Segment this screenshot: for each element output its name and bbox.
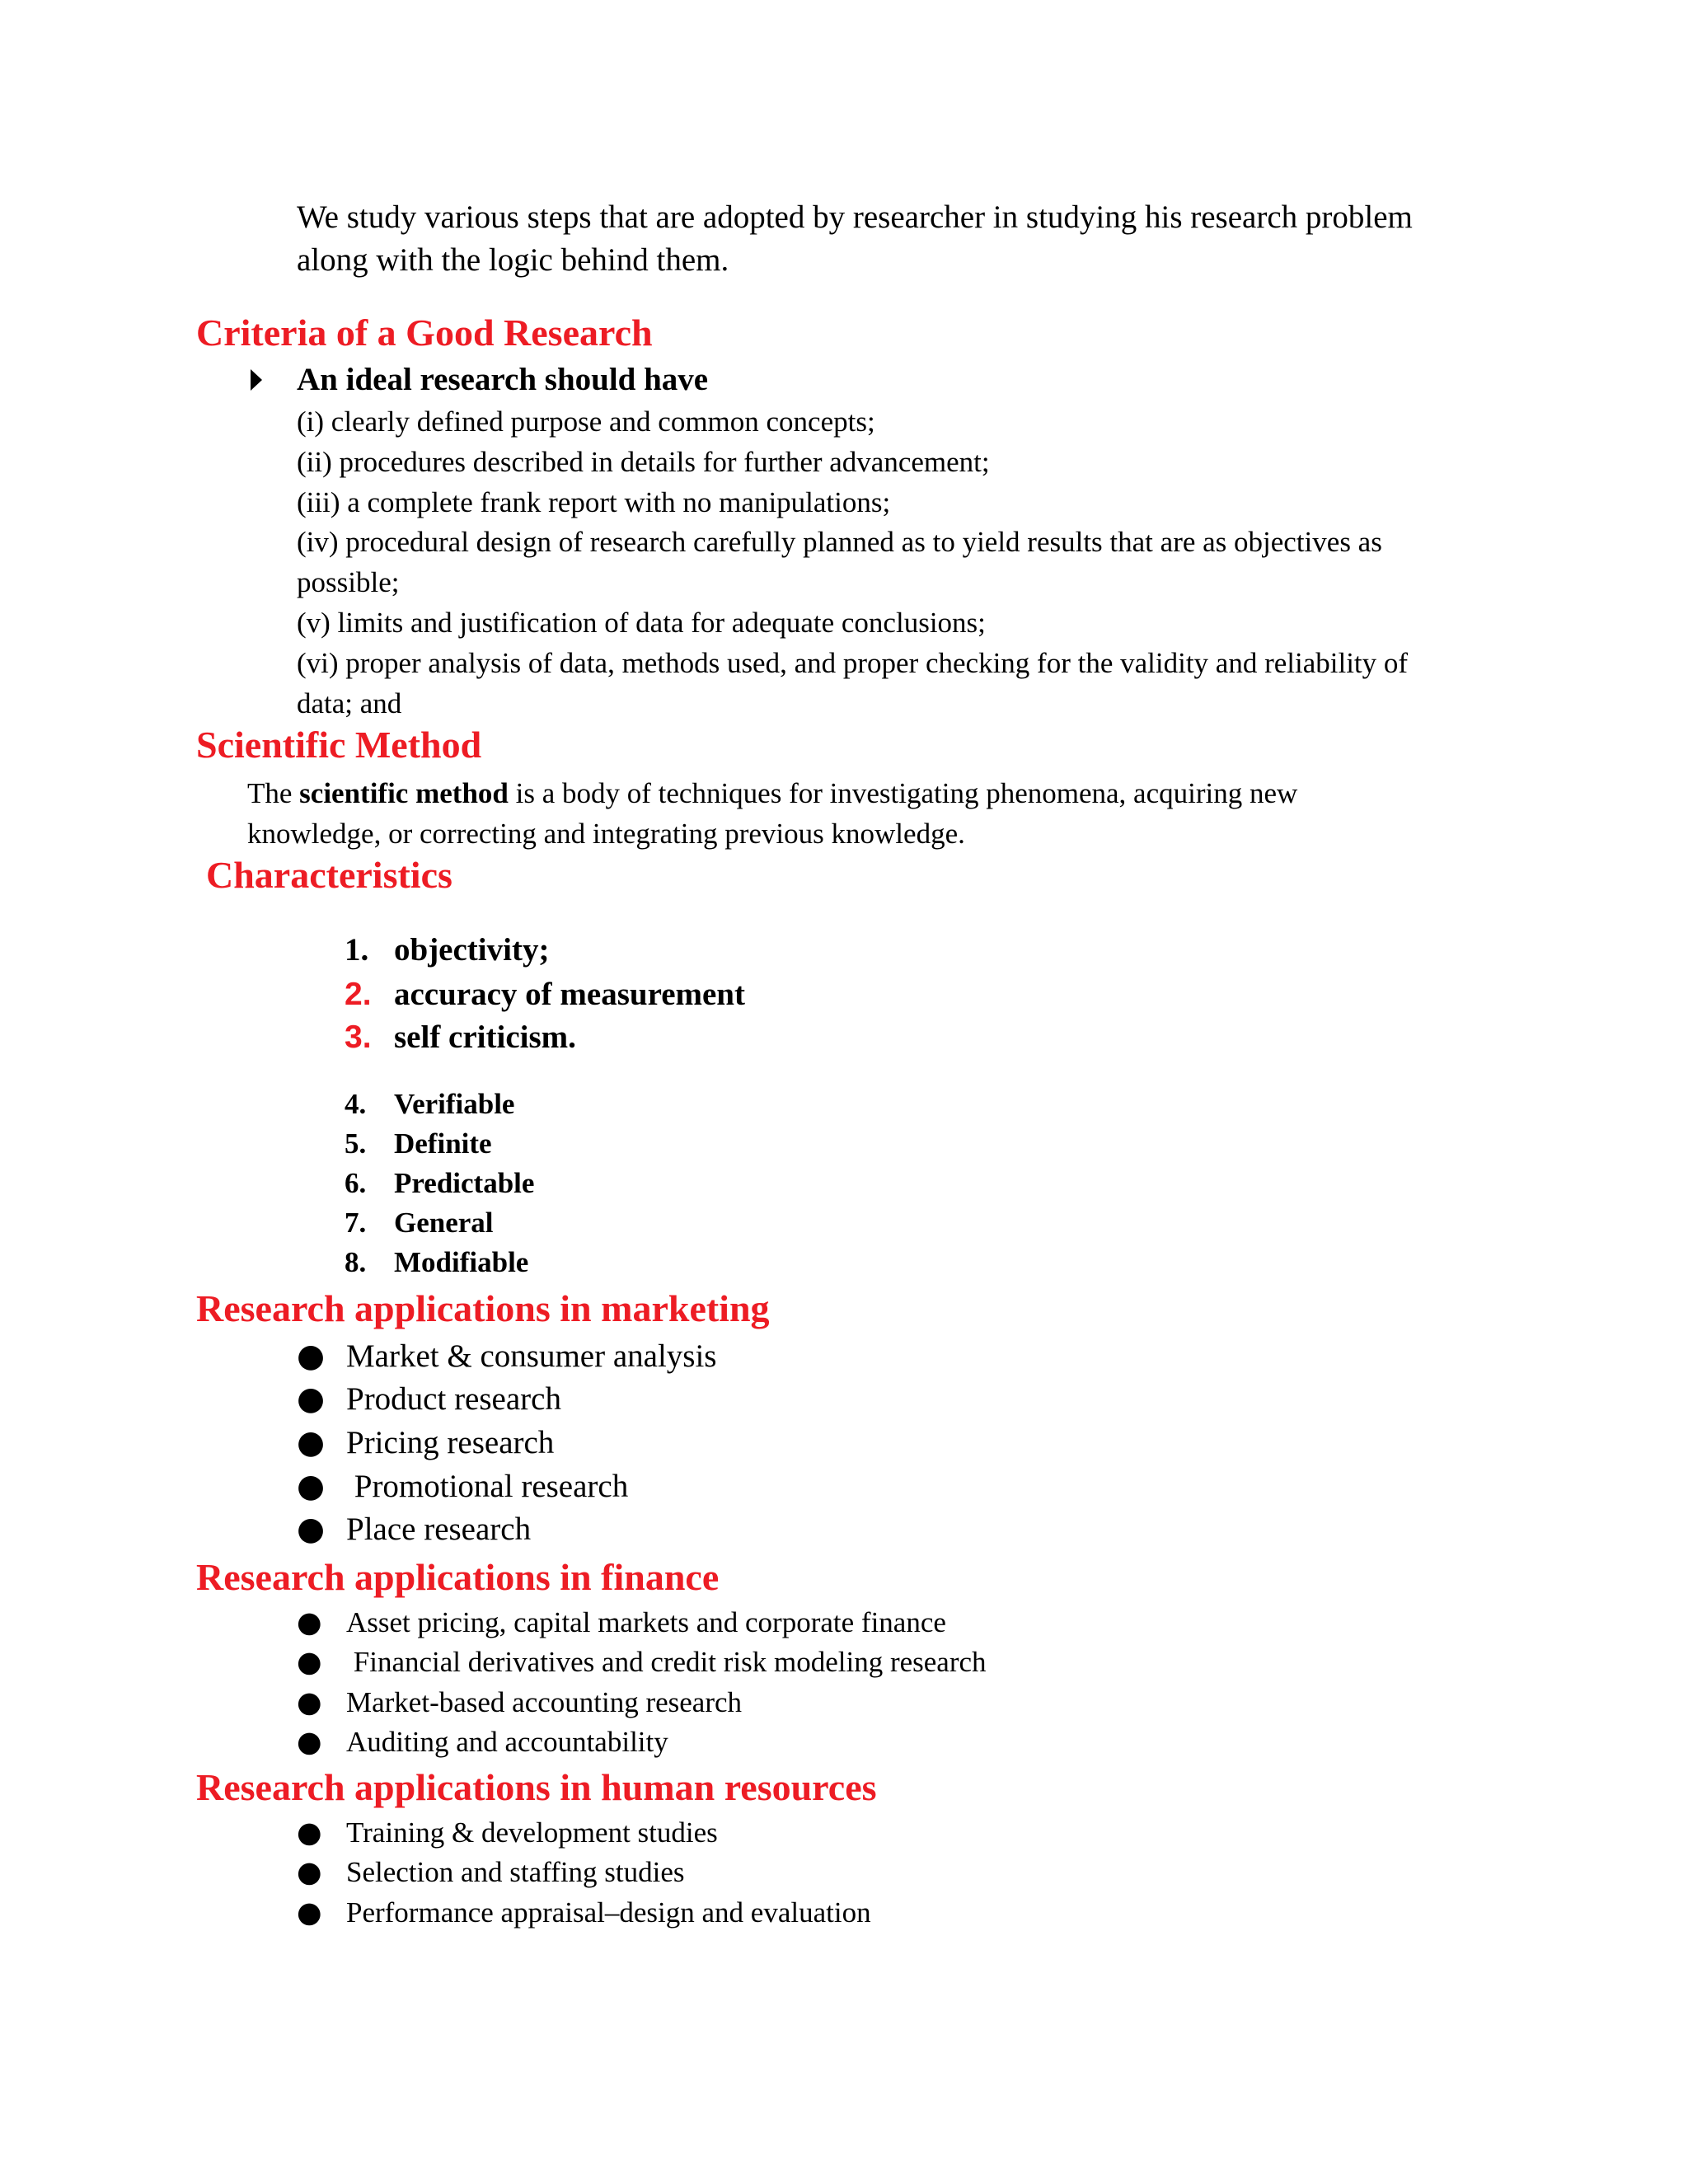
intro-line: We study various steps that are adopted by researcher in studying his research problem — [297, 199, 1413, 235]
list-item: 2. accuracy of measurement — [345, 973, 745, 1016]
list-item: ● Performance appraisal–design and evaluation — [297, 1893, 871, 1933]
intro-paragraph — [297, 196, 1413, 282]
list-item: 8. Modifiable — [345, 1243, 528, 1282]
characteristics-heading: Characteristics — [206, 854, 452, 896]
list-number: 5. — [345, 1127, 367, 1160]
list-item: ● Financial derivatives and credit risk modeling research — [297, 1643, 987, 1682]
hr-heading: Research applications in human resources — [196, 1766, 877, 1808]
criteria-line: possible; — [297, 566, 400, 599]
list-item: ● Selection and staffing studies — [297, 1853, 685, 1892]
criteria-line: (i) clearly defined purpose and common concepts; — [297, 405, 875, 438]
hr-list — [297, 1813, 1121, 1937]
list-item: 3. self criticism. — [345, 1016, 576, 1059]
criteria-subheading: An ideal research should have — [297, 362, 709, 397]
list-item: ● Auditing and accountability — [297, 1722, 668, 1762]
list-item: ● Market-based accounting research — [297, 1683, 742, 1722]
list-item: 4. Verifiable — [345, 1085, 514, 1124]
bullet-icon: ● — [297, 1816, 322, 1849]
marketing-list — [297, 1335, 1039, 1558]
bullet-icon: ● — [297, 1686, 322, 1719]
scientific-method-heading: Scientific Method — [196, 724, 482, 766]
criteria-line: (ii) procedures described in details for further advancement; — [297, 445, 990, 478]
bullet-icon: ● — [297, 1380, 326, 1418]
characteristics-secondary-list — [345, 1085, 1004, 1291]
list-item: ● Pricing research — [297, 1422, 554, 1465]
bullet-icon: ● — [297, 1511, 326, 1548]
bullet-icon: ● — [297, 1726, 322, 1759]
criteria-heading: Criteria of a Good Research — [196, 312, 653, 354]
criteria-line: (v) limits and justification of data for adequate conclusions; — [297, 606, 986, 639]
list-number: 7. — [345, 1207, 367, 1239]
list-item: ● Asset pricing, capital markets and corporate finance — [297, 1603, 946, 1643]
list-item: ● Training & development studies — [297, 1813, 718, 1853]
list-item: ● Product research — [297, 1378, 561, 1421]
list-item: 6. Predictable — [345, 1164, 534, 1203]
characteristics-primary-list — [345, 929, 1004, 1061]
list-number: 6. — [345, 1167, 367, 1199]
bullet-icon: ● — [297, 1468, 326, 1505]
list-item: 7. General — [345, 1203, 494, 1243]
marketing-heading: Research applications in marketing — [196, 1287, 770, 1329]
list-item: 1. objectivity; — [345, 929, 549, 972]
bullet-icon: ● — [297, 1606, 322, 1639]
scientific-line-2: knowledge, or correcting and integrating previous knowledge. — [247, 818, 965, 850]
list-number: 8. — [345, 1246, 367, 1278]
bullet-icon: ● — [297, 1856, 322, 1889]
finance-heading: Research applications in finance — [196, 1556, 720, 1598]
criteria-line: (vi) proper analysis of data, methods used, and proper checking for the validity and reliability of — [297, 646, 1409, 679]
list-number: 3. — [345, 1019, 372, 1055]
bullet-icon: ● — [297, 1338, 326, 1375]
scientific-method-paragraph — [247, 773, 1297, 854]
criteria-line: (iv) procedural design of research carefully planned as to yield results that are as objectives as — [297, 526, 1382, 559]
scientific-line-1: The scientific method is a body of techniques for investigating phenomena, acquiring new — [247, 777, 1298, 809]
triangle-bullet-icon — [251, 369, 262, 391]
list-number: 1. — [345, 932, 369, 968]
bullet-icon: ● — [297, 1646, 322, 1679]
scientific-method-term: scientific method — [299, 777, 509, 809]
criteria-line: (iii) a complete frank report with no manipulations; — [297, 485, 891, 518]
list-item: ● Promotional research — [297, 1465, 628, 1508]
list-item: 5. Definite — [345, 1124, 492, 1164]
criteria-line: data; and — [297, 687, 402, 719]
intro-line: along with the logic behind them. — [297, 242, 729, 278]
list-item: ● Place research — [297, 1508, 531, 1551]
list-number: 2. — [345, 977, 372, 1012]
list-number: 4. — [345, 1088, 367, 1120]
list-item: ● Market & consumer analysis — [297, 1335, 716, 1378]
bullet-icon: ● — [297, 1424, 326, 1461]
criteria-list — [297, 402, 1408, 724]
finance-list — [297, 1603, 1121, 1768]
bullet-icon: ● — [297, 1896, 322, 1929]
